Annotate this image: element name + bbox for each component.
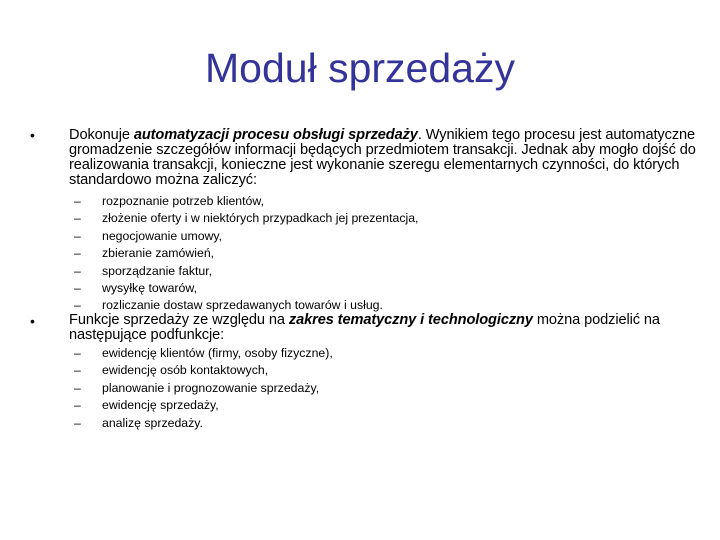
slide-title: Moduł sprzedaży [205, 45, 515, 91]
list-item-text: sporządzanie faktur, [102, 263, 213, 278]
list-item-text: rozpoznanie potrzeb klientów, [102, 194, 265, 208]
list-item [74, 210, 418, 227]
dash-marker: – [74, 363, 81, 378]
dash-marker: – [74, 398, 81, 413]
list-item [74, 193, 418, 210]
sales-activities-list [74, 193, 418, 315]
paragraph-rest: można podzielić na następujące podfunkcje: [69, 312, 660, 343]
list-item-text: analizę sprzedaży. [102, 415, 203, 430]
paragraph-emphasis: automatyzacji procesu obsługi sprzedaży [133, 127, 418, 143]
list-item-text: rozliczanie dostaw sprzedawanych towarów i usług. [102, 298, 383, 313]
list-item [74, 280, 418, 297]
paragraph-automation [69, 128, 697, 188]
bullet-marker: • [30, 127, 35, 143]
list-item [74, 380, 333, 397]
paragraph-subfunctions [69, 313, 697, 343]
list-item [74, 362, 333, 379]
list-item-text: ewidencję sprzedaży, [102, 398, 219, 413]
list-item [74, 245, 418, 262]
dash-marker: – [74, 246, 81, 261]
list-item-text: zbieranie zamówień, [102, 246, 215, 261]
dash-marker: – [74, 415, 81, 430]
dash-marker: – [74, 263, 81, 278]
list-item [74, 415, 333, 432]
dash-marker: – [74, 380, 81, 395]
list-item-text: złożenie oferty i w niektórych przypadkach jej prezentacja, [102, 211, 419, 226]
dash-marker: – [74, 211, 81, 226]
list-item [74, 263, 418, 280]
list-item [74, 228, 418, 245]
list-item-text: planowanie i prognozowanie sprzedaży, [102, 380, 320, 395]
list-item [74, 345, 333, 362]
list-item-text: wysyłkę towarów, [102, 281, 197, 296]
dash-marker: – [74, 298, 81, 313]
subfunctions-list [74, 345, 333, 432]
list-item [74, 397, 333, 414]
dash-marker: – [74, 346, 81, 360]
paragraph-rest: . Wynikiem tego procesu jest automatyczne gromadzenie szczegółów informacji będących przedmiotem transakcji. Jednak aby mogło dojść do realizowania transakcji, konieczne jest wykonanie szeregu elementarnych czynności, do których standardowo można zaliczyć: [69, 127, 696, 188]
list-item-text: negocjowanie umowy, [102, 228, 223, 243]
paragraph-lead: Dokonuje [69, 127, 134, 143]
dash-marker: – [74, 228, 81, 243]
dash-marker: – [74, 194, 81, 208]
paragraph-emphasis: zakres tematyczny i technologiczny [288, 312, 533, 328]
bullet-marker: • [30, 313, 35, 329]
paragraph-lead: Funkcje sprzedaży ze względu na [69, 312, 289, 328]
dash-marker: – [74, 281, 81, 296]
list-item-text: ewidencję osób kontaktowych, [102, 363, 269, 378]
list-item-text: ewidencję klientów (firmy, osoby fizyczne), [102, 346, 333, 360]
